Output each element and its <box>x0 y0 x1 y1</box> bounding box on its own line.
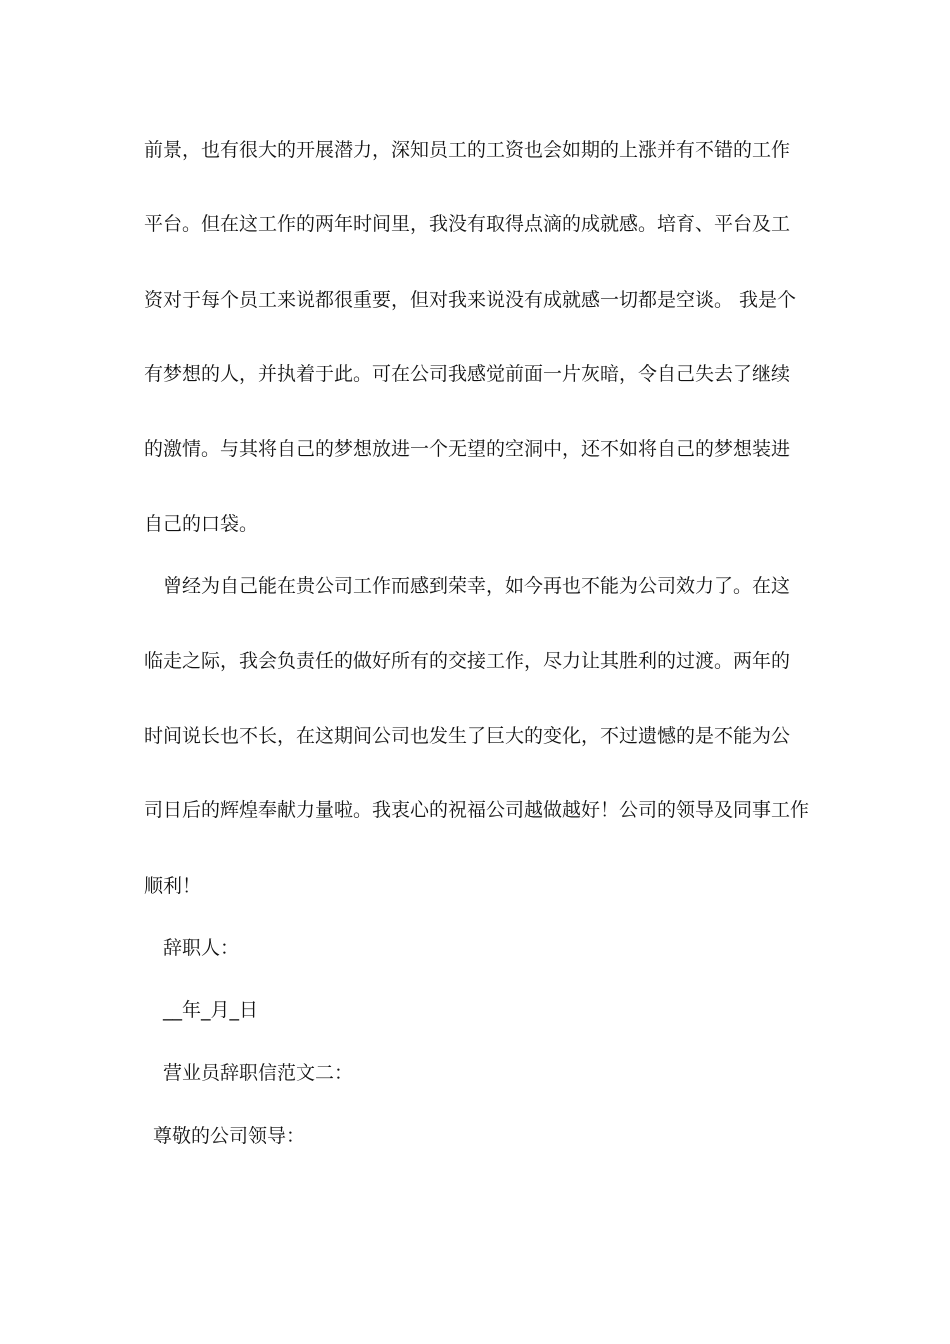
paragraph-line: 前景，也有很大的开展潜力，深知员工的工资也会如期的上涨并有不错的工作 <box>144 139 791 161</box>
section-title: 营业员辞职信范文二： <box>163 1062 354 1084</box>
salutation: 尊敬的公司领导： <box>153 1125 306 1147</box>
date-line: __年_月_日 <box>163 999 259 1021</box>
paragraph-line: 资对于每个员工来说都很重要，但对我来说没有成就感一切都是空谈。 我是个 <box>144 289 797 311</box>
resigner-label: 辞职人： <box>163 937 240 959</box>
paragraph-line: 曾经为自己能在贵公司工作而感到荣幸，如今再也不能为公司效力了。在这 <box>163 575 791 597</box>
paragraph-line: 时间说长也不长，在这期间公司也发生了巨大的变化，不过遗憾的是不能为公 <box>144 725 791 747</box>
paragraph-line: 顺利！ <box>144 875 202 897</box>
paragraph-line: 的激情。与其将自己的梦想放进一个无望的空洞中，还不如将自己的梦想装进 <box>144 438 791 460</box>
paragraph-line: 平台。但在这工作的两年时间里，我没有取得点滴的成就感。培育、平台及工 <box>144 213 791 235</box>
paragraph-line: 临走之际，我会负责任的做好所有的交接工作，尽力让其胜利的过渡。两年的 <box>144 650 791 672</box>
paragraph-line: 有梦想的人，并执着于此。可在公司我感觉前面一片灰暗，令自己失去了继续 <box>144 363 791 385</box>
paragraph-line: 司日后的辉煌奉献力量啦。我衷心的祝福公司越做越好！公司的领导及同事工作 <box>144 799 810 821</box>
paragraph-line: 自己的口袋。 <box>144 513 259 535</box>
